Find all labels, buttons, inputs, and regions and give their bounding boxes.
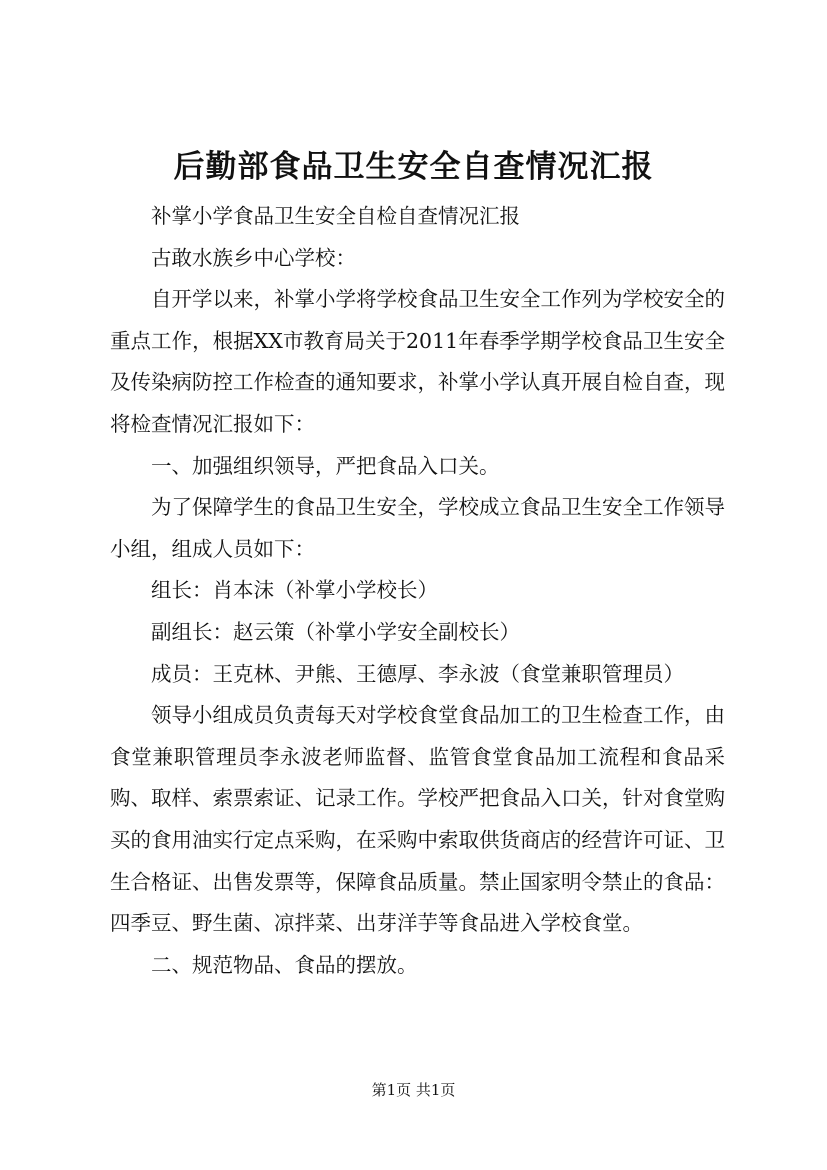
- paragraph-addressee: 古敢水族乡中心学校：: [151, 245, 356, 270]
- paragraph-team-members: 成员：王克林、尹熊、王德厚、李永波（食堂兼职管理员）: [151, 661, 684, 686]
- document-body: [110, 196, 725, 986]
- section-heading-1: 一、加强组织领导，严把食品入口关。: [151, 453, 500, 478]
- section-heading-2: 二、规范物品、食品的摆放。: [151, 952, 418, 977]
- paragraph-team-deputy: 副组长：赵云策（补掌小学安全副校长）: [151, 619, 520, 644]
- paragraph-subtitle: 补掌小学食品卫生安全自检自查情况汇报: [151, 204, 520, 228]
- page-number-footer: 第1页 共1页: [371, 1081, 456, 1099]
- paragraph-responsibilities: 领导小组成员负责每天对学校食堂食品加工的卫生检查工作，由食堂兼职管理员李永波老师监督、监管食堂食品加工流程和食品采购、取样、索票索证、记录工作。学校严把食品入口关，针对食堂购买的食用油实行定点采购，在采购中索取供货商店的经营许可证、卫生合格证、出售发票等，保障食品质量。禁止国家明令禁止的食品：四季豆、野生菌、凉拌菜、出芽洋芋等食品进入学校食堂。: [110, 703, 725, 936]
- paragraph-intro: 自开学以来，补掌小学将学校食品卫生安全工作列为学校安全的重点工作，根据XX市教育局关于2011年春季学期学校食品卫生安全及传染病防控工作检查的通知要求，补掌小学认真开展自检自查，现将检查情况汇报如下：: [110, 287, 725, 436]
- paragraph-team-leader: 组长：肖本沫（补掌小学校长）: [151, 578, 438, 603]
- document-title: 后勤部食品卫生安全自查情况汇报: [173, 149, 654, 185]
- paragraph-team-intro: 为了保障学生的食品卫生安全，学校成立食品卫生安全工作领导小组，组成人员如下：: [110, 495, 725, 561]
